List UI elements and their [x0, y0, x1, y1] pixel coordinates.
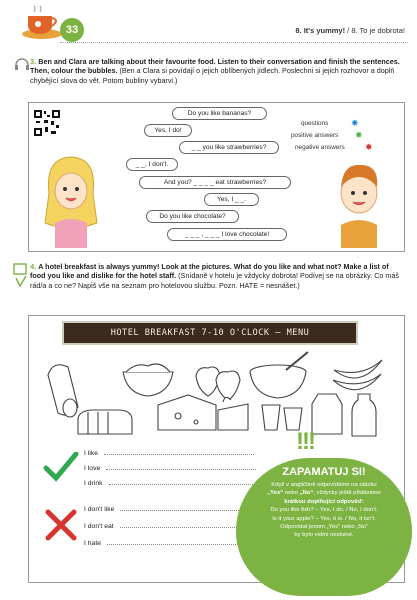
qr-code-icon [33, 109, 61, 137]
remember-box [236, 458, 412, 596]
red-cross-icon [44, 508, 78, 542]
dislike-line-1: I don't like [84, 505, 255, 513]
ex3-box [28, 102, 405, 252]
bubble-question-2[interactable]: _ _ you like strawberries? [179, 141, 279, 154]
food-illustrations [38, 350, 398, 440]
like-line-2: I love [84, 464, 256, 472]
exclamation-marks: !!! [296, 428, 314, 455]
green-star-icon: ✸ [355, 130, 363, 140]
teacup-logo-icon [18, 4, 66, 40]
bubble-answer-3[interactable]: Yes, I _ _. [204, 193, 259, 206]
like-line-3: I drink [84, 479, 259, 487]
bubble-answer-1[interactable]: Yes, I do! [144, 124, 192, 137]
bowl-icon [250, 352, 308, 398]
legend-positive: positive answers [291, 132, 339, 139]
yogurt-icon [262, 405, 302, 430]
bubble-question-1[interactable]: Do you like bananas? [172, 107, 267, 120]
bubble-answer-4[interactable]: _ _ _ , _ _ _ I love chocolate! [167, 228, 287, 241]
remember-title: ZAPAMATUJ SI! [282, 466, 366, 478]
cereal-bowl-icon [123, 364, 173, 396]
salami-icon [48, 365, 78, 417]
strawberry-icon [196, 367, 240, 400]
remember-body: Když v angličtině odpovídáme na otázku „Yes“ nebo „No“, vždycky ještě přidáváme krátkou doplňující odpověď: Do you like fish? – Yes, I do. / No, I don't. Is it your apple? – Yes, it is. / No, it isn't. Odpovídat jenom „Yes“ nebo „No“ by bylo velmi nesluiné. [267, 482, 381, 539]
legend-negative: negative answers [295, 144, 345, 151]
chapter-title: 8. It's yummy! / 8. To je dobrota! [295, 26, 405, 35]
like-line-1: I like [84, 449, 254, 457]
juice-bottle-icon [352, 394, 376, 436]
bubble-answer-2[interactable]: _ _, I don't. [126, 158, 178, 171]
cake-icon [218, 397, 248, 430]
red-star-icon: ✸ [365, 142, 373, 152]
bubble-question-4[interactable]: Do you like chocolate? [146, 210, 239, 223]
blue-star-icon: ✸ [351, 118, 359, 128]
ex4-instruction: 4. A hotel breakfast is always yummy! Look at the pictures. What do you like and what not? Make a list of food you like and dislike for the hotel staff. (Snídaně v hotelu je vždycky dobrota! Podívej se na obrázky. Co máš rád/a a co ne? Napiš vše na seznam pro hotelovou službu. Pozn. HATE = nesnášet.) [30, 262, 399, 290]
bananas-icon [333, 360, 382, 390]
header-divider [60, 42, 408, 43]
ben-illustration [329, 153, 389, 248]
menu-banner: HOTEL BREAKFAST 7-10 O'CLOCK – MENU [62, 321, 358, 345]
clara-illustration [41, 153, 101, 248]
bubble-question-3[interactable]: And you? _ _ _ _ eat strawberries? [139, 176, 291, 189]
write-puzzle-icon [12, 262, 30, 288]
green-checkmark-icon [42, 452, 80, 482]
headphones-icon [14, 58, 30, 70]
legend-questions: questions [301, 120, 329, 127]
bread-icon [78, 410, 132, 434]
dislike-line-3: I hate [84, 539, 242, 547]
cheese-icon [158, 395, 216, 430]
ex3-instruction: 3. Ben and Clara are talking about their favourite food. Listen to their conversation and finish the sentences. Then, colour the bubbles. (Ben a Clara si povídají o jejich oblíbených jídlech. Poslechni si jejich rozhovor a doplň chybějící slova do vět. Potom bubliny vybarvi.) [30, 57, 400, 85]
milk-carton-icon [312, 394, 342, 434]
page-number: 33 [60, 18, 84, 42]
dislike-line-2: I don't eat [84, 522, 255, 530]
